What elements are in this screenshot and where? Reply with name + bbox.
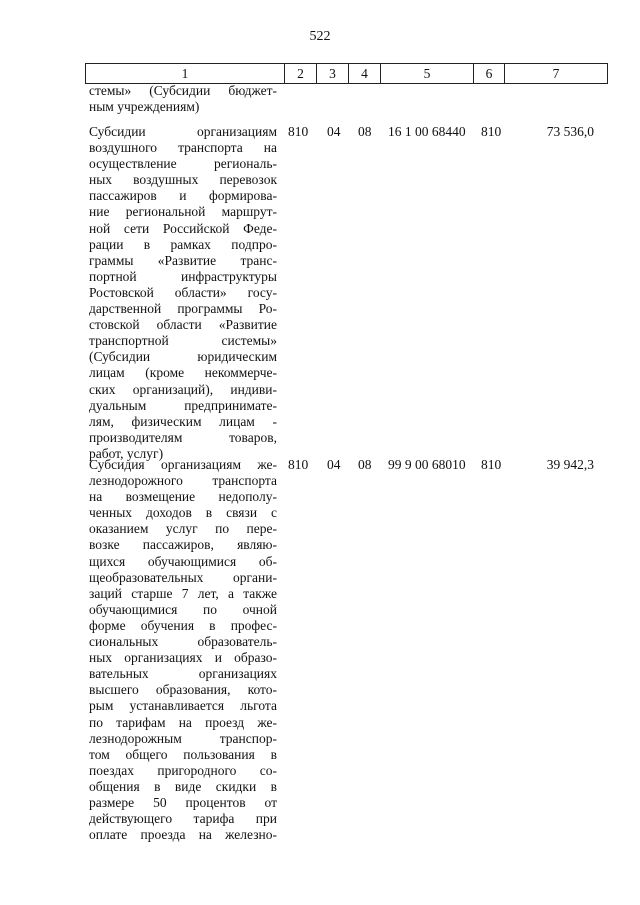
description-line: щеобразовательных органи- (89, 569, 277, 585)
description-line: размере 50 процентов от (89, 794, 277, 810)
description-line: Субсидия организациям же- (89, 457, 277, 472)
row-description (89, 124, 277, 462)
description-line: (Субсидии юридическим (89, 349, 277, 365)
page-number: 522 (309, 29, 331, 44)
description-line: транспортной системы» (89, 333, 277, 349)
column-header-row (85, 63, 608, 84)
header-col-4: 4 (349, 64, 381, 84)
description-line: ченных доходов в связи с (89, 505, 277, 521)
target-article-code: 16 1 00 68440 (388, 124, 466, 139)
expense-type-code: 810 (481, 457, 502, 472)
description-line: поездах пригородного со- (89, 762, 277, 778)
rz-code: 810 (288, 457, 309, 472)
header-col-7: 7 (505, 64, 608, 84)
description-line: лезнодорожным транспор- (89, 730, 277, 746)
description-line: дуальным предпринимате- (89, 397, 277, 413)
description-line: пассажиров и формирова- (89, 188, 277, 204)
target-article-code: 99 9 00 68010 (388, 457, 466, 472)
description-line: ной сети Российской Феде- (89, 220, 277, 236)
ps-code: 08 (358, 457, 372, 472)
description-line: по тарифам на проезд же- (89, 714, 277, 730)
pr-code: 04 (327, 457, 341, 472)
description-line: действующего тарифа при (89, 811, 277, 827)
description-line: высшего образования, кото- (89, 682, 277, 698)
description-line: ных воздушных перевозок (89, 172, 277, 188)
description-line: ным учреждениям) (89, 99, 200, 115)
ps-code: 08 (358, 124, 372, 139)
rz-code: 810 (288, 124, 309, 139)
description-line: стовской области «Развитие (89, 317, 277, 333)
description-line: производителям товаров, (89, 429, 277, 445)
description-line: лям, физическим лицам - (89, 413, 277, 429)
description-line: дарственной программы Ро- (89, 301, 277, 317)
description-line: обучающимися по очной (89, 601, 277, 617)
description-line: на возмещение недополу- (89, 489, 277, 505)
description-line: Ростовской области» госу- (89, 284, 277, 300)
row-description (89, 457, 277, 843)
description-line: рации в рамках подпро- (89, 236, 277, 252)
header-col-3: 3 (317, 64, 349, 84)
header-col-5: 5 (381, 64, 474, 84)
description-line: оказанием услуг по пере- (89, 521, 277, 537)
description-line: работ, услуг) (89, 445, 164, 461)
row-description (89, 83, 277, 115)
header-col-2: 2 (285, 64, 317, 84)
description-line: стемы» (Субсидии бюджет- (89, 83, 277, 98)
description-line: ских организаций), индиви- (89, 381, 277, 397)
description-line: осуществление региональ- (89, 156, 277, 172)
description-line: лицам (кроме некоммерче- (89, 365, 277, 381)
description-line: форме обучения в профес- (89, 617, 277, 633)
pr-code: 04 (327, 124, 341, 139)
description-line: заций старше 7 лет, а также (89, 585, 277, 601)
description-line: сиональных образователь- (89, 634, 277, 650)
header-col-1: 1 (86, 64, 285, 84)
expense-type-code: 810 (481, 124, 502, 139)
description-line: Субсидии организациям (89, 124, 277, 139)
description-line: ных организациях и образо- (89, 650, 277, 666)
description-line: щихся обучающимися об- (89, 553, 277, 569)
description-line: граммы «Развитие транс- (89, 252, 277, 268)
description-line: ние региональной маршрут- (89, 204, 277, 220)
description-line: рым устанавливается льгота (89, 698, 277, 714)
description-line: воздушного транспорта на (89, 140, 277, 156)
description-line: вательных организациях (89, 666, 277, 682)
description-line: лезнодорожного транспорта (89, 473, 277, 489)
description-line: возке пассажиров, являю- (89, 537, 277, 553)
description-line: портной инфраструктуры (89, 268, 277, 284)
description-line: общения в виде скидки в (89, 778, 277, 794)
amount: 39 942,3 (546, 457, 594, 472)
header-col-6: 6 (474, 64, 505, 84)
amount: 73 536,0 (546, 124, 594, 139)
description-line: оплате проезда на железно- (89, 827, 277, 843)
description-line: том общего пользования в (89, 746, 277, 762)
